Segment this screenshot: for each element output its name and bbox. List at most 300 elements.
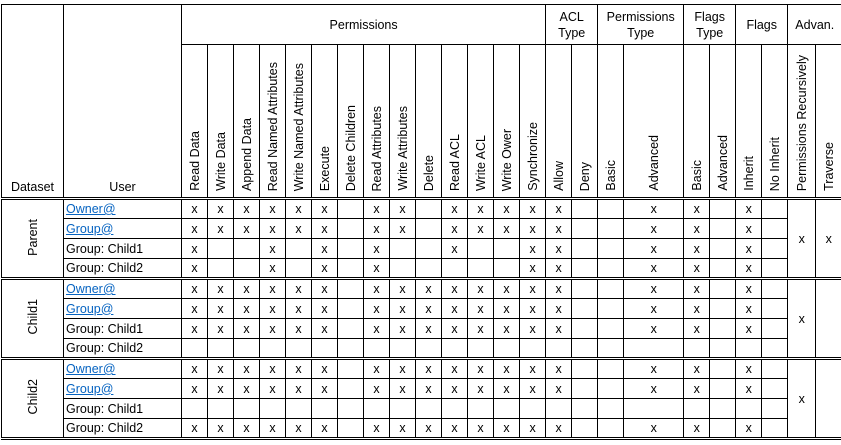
col-header-label: Advanced: [715, 135, 730, 191]
cell-flags-type-advanced: [710, 279, 736, 299]
cell-permissions-write-named-attributes: x: [286, 319, 312, 339]
cell-permissions-synchronize: x: [520, 219, 546, 239]
cell-acl-type-allow: [546, 339, 572, 359]
user-cell: [64, 339, 182, 359]
cell-flags-type-advanced: [710, 419, 736, 439]
cell-permissions-read-acl: x: [442, 199, 468, 219]
col-header-label: Read Named Attributes: [265, 61, 280, 191]
cell-permissions-type-advanced: [624, 339, 684, 359]
cell-flags-no-inherit: [762, 299, 788, 319]
cell-acl-type-deny: [572, 339, 598, 359]
cell-acl-type-allow: x: [546, 279, 572, 299]
cell-flags-inherit: [736, 339, 762, 359]
user-cell[interactable]: [64, 299, 182, 319]
cell-permissions-delete-children: [338, 299, 364, 319]
cell-permissions-delete: x: [416, 419, 442, 439]
col-header-label: Write Named Attributes: [291, 62, 306, 191]
cell-permissions-read-named-attributes: x: [260, 199, 286, 219]
col-header-label: Permissions Recursively: [794, 54, 809, 191]
col-header-permissions-read-acl: [442, 45, 468, 199]
cell-permissions-write-named-attributes: [286, 339, 312, 359]
cell-permissions-type-advanced: x: [624, 279, 684, 299]
cell-permissions-read-data: x: [182, 419, 208, 439]
cell-permissions-read-named-attributes: x: [260, 419, 286, 439]
cell-permissions-synchronize: x: [520, 239, 546, 259]
cell-permissions-write-ower: x: [494, 419, 520, 439]
cell-permissions-write-attributes: x: [390, 419, 416, 439]
cell-permissions-read-attributes: x: [364, 359, 390, 379]
col-header-advan-traverse: [816, 45, 841, 199]
cell-flags-type-basic: x: [684, 379, 710, 399]
cell-permissions-append-data: x: [234, 379, 260, 399]
col-header-label: Delete Children: [343, 104, 358, 191]
cell-permissions-read-data: x: [182, 279, 208, 299]
cell-permissions-type-basic: [598, 219, 624, 239]
dataset-label: Child2: [25, 379, 40, 415]
col-header-permissions-write-data: [208, 45, 234, 199]
user-cell[interactable]: [64, 279, 182, 299]
cell-permissions-write-attributes: [390, 339, 416, 359]
cell-permissions-read-named-attributes: x: [260, 239, 286, 259]
cell-flags-no-inherit: [762, 259, 788, 279]
col-header-label: Advanced: [646, 135, 661, 191]
cell-permissions-write-named-attributes: x: [286, 279, 312, 299]
cell-flags-type-advanced: [710, 219, 736, 239]
cell-permissions-write-acl: x: [468, 379, 494, 399]
cell-permissions-write-ower: x: [494, 359, 520, 379]
cell-permissions-delete: x: [416, 319, 442, 339]
cell-permissions-read-attributes: x: [364, 279, 390, 299]
dataset-header: Dataset: [2, 5, 64, 199]
cell-permissions-type-basic: [598, 399, 624, 419]
cell-permissions-execute: [312, 339, 338, 359]
user-cell[interactable]: [64, 219, 182, 239]
user-label: Group: Child1: [66, 401, 144, 416]
cell-flags-inherit: x: [736, 279, 762, 299]
cell-permissions-delete: [416, 199, 442, 219]
col-header-permissions-read-data: [182, 45, 208, 199]
cell-acl-type-allow: x: [546, 299, 572, 319]
cell-permissions-type-basic: [598, 419, 624, 439]
col-header-flags-inherit: [736, 45, 762, 199]
cell-flags-no-inherit: [762, 279, 788, 299]
cell-permissions-type-advanced: x: [624, 219, 684, 239]
cell-permissions-execute: x: [312, 379, 338, 399]
user-link-owner[interactable]: Owner@: [66, 202, 116, 216]
cell-permissions-delete-children: [338, 399, 364, 419]
user-cell[interactable]: [64, 199, 182, 219]
user-cell[interactable]: [64, 359, 182, 379]
cell-permissions-read-attributes: x: [364, 199, 390, 219]
cell-permissions-type-advanced: x: [624, 199, 684, 219]
cell-permissions-write-ower: [494, 339, 520, 359]
cell-permissions-synchronize: x: [520, 299, 546, 319]
col-header-permissions-delete-children: [338, 45, 364, 199]
cell-acl-type-allow: x: [546, 319, 572, 339]
cell-permissions-read-named-attributes: x: [260, 219, 286, 239]
cell-flags-type-basic: x: [684, 219, 710, 239]
cell-permissions-synchronize: x: [520, 279, 546, 299]
cell-permissions-execute: x: [312, 259, 338, 279]
cell-permissions-write-named-attributes: [286, 399, 312, 419]
cell-permissions-write-ower: x: [494, 199, 520, 219]
cell-permissions-read-attributes: x: [364, 319, 390, 339]
cell-permissions-type-advanced: x: [624, 239, 684, 259]
col-header-label: Basic: [603, 160, 618, 191]
cell-permissions-read-acl: [442, 259, 468, 279]
cell-permissions-read-data: x: [182, 379, 208, 399]
cell-permissions-write-acl: [468, 239, 494, 259]
cell-permissions-write-acl: x: [468, 359, 494, 379]
cell-permissions-write-data: [208, 339, 234, 359]
cell-permissions-execute: x: [312, 299, 338, 319]
cell-permissions-delete: x: [416, 299, 442, 319]
user-label: Group: Child2: [66, 341, 144, 355]
cell-permissions-synchronize: x: [520, 319, 546, 339]
cell-permissions-write-ower: x: [494, 379, 520, 399]
cell-permissions-write-named-attributes: x: [286, 199, 312, 219]
cell-acl-type-deny: [572, 379, 598, 399]
cell-permissions-write-named-attributes: x: [286, 299, 312, 319]
cell-permissions-delete-children: [338, 279, 364, 299]
user-link-group[interactable]: Group@: [66, 221, 114, 236]
cell-flags-no-inherit: [762, 239, 788, 259]
user-link-group[interactable]: Group@: [66, 301, 114, 316]
cell-permissions-write-ower: [494, 399, 520, 419]
dataset-label: Child1: [25, 299, 40, 335]
cell-permissions-write-named-attributes: x: [286, 379, 312, 399]
cell-flags-type-basic: x: [684, 319, 710, 339]
cell-acl-type-deny: [572, 199, 598, 219]
col-header-label: No Inherit: [767, 136, 782, 191]
advan-cell-advan-traverse: x: [816, 199, 841, 279]
cell-permissions-read-data: [182, 339, 208, 359]
cell-acl-type-allow: x: [546, 239, 572, 259]
cell-flags-type-advanced: [710, 339, 736, 359]
cell-permissions-append-data: x: [234, 279, 260, 299]
table-row: [2, 239, 841, 259]
col-header-permissions-write-acl: [468, 45, 494, 199]
cell-permissions-append-data: x: [234, 219, 260, 239]
dataset-cell-child1: [2, 279, 64, 359]
permissions-table: [1, 4, 841, 440]
cell-permissions-delete-children: [338, 379, 364, 399]
cell-permissions-append-data: x: [234, 199, 260, 219]
cell-permissions-type-advanced: x: [624, 299, 684, 319]
cell-permissions-type-advanced: x: [624, 359, 684, 379]
col-header-permissions-read-named-attributes: [260, 45, 286, 199]
cell-acl-type-deny: [572, 219, 598, 239]
cell-flags-type-basic: x: [684, 299, 710, 319]
col-header-label: Write Attributes: [395, 106, 410, 191]
user-cell: [64, 259, 182, 279]
dataset-cell-child2: [2, 359, 64, 439]
user-cell: [64, 319, 182, 339]
cell-permissions-write-ower: x: [494, 279, 520, 299]
cell-permissions-write-data: x: [208, 319, 234, 339]
cell-permissions-read-attributes: x: [364, 259, 390, 279]
cell-permissions-write-data: [208, 259, 234, 279]
col-header-permissions-delete: [416, 45, 442, 199]
cell-permissions-write-attributes: x: [390, 379, 416, 399]
cell-permissions-write-attributes: x: [390, 359, 416, 379]
cell-permissions-synchronize: x: [520, 359, 546, 379]
col-header-label: Write Data: [213, 132, 228, 191]
cell-permissions-read-attributes: [364, 339, 390, 359]
cell-flags-inherit: x: [736, 359, 762, 379]
cell-acl-type-deny: [572, 319, 598, 339]
table-row: [2, 319, 841, 339]
cell-flags-type-basic: x: [684, 419, 710, 439]
cell-permissions-delete-children: [338, 219, 364, 239]
cell-permissions-write-ower: x: [494, 219, 520, 239]
cell-permissions-execute: x: [312, 419, 338, 439]
cell-flags-no-inherit: [762, 319, 788, 339]
cell-permissions-append-data: x: [234, 419, 260, 439]
cell-permissions-write-named-attributes: [286, 239, 312, 259]
cell-flags-inherit: x: [736, 219, 762, 239]
col-header-label: Execute: [317, 145, 332, 191]
cell-permissions-write-data: [208, 399, 234, 419]
cell-permissions-read-data: x: [182, 239, 208, 259]
dataset-label: Parent: [25, 218, 40, 256]
cell-permissions-write-attributes: x: [390, 279, 416, 299]
col-header-flags-type-basic: [684, 45, 710, 199]
col-header-acl-type-deny: [572, 45, 598, 199]
cell-permissions-read-data: x: [182, 299, 208, 319]
cell-permissions-append-data: [234, 399, 260, 419]
cell-permissions-delete: x: [416, 279, 442, 299]
cell-flags-no-inherit: [762, 359, 788, 379]
cell-permissions-type-basic: [598, 239, 624, 259]
cell-acl-type-allow: x: [546, 219, 572, 239]
cell-permissions-read-data: x: [182, 219, 208, 239]
cell-permissions-write-attributes: x: [390, 199, 416, 219]
cell-permissions-delete: [416, 259, 442, 279]
cell-permissions-read-acl: [442, 339, 468, 359]
advan-cell-advan-traverse: [816, 279, 841, 359]
cell-flags-type-basic: x: [684, 199, 710, 219]
cell-permissions-write-data: x: [208, 379, 234, 399]
user-label: Group: Child2: [66, 421, 144, 435]
cell-permissions-read-named-attributes: x: [260, 279, 286, 299]
cell-permissions-read-data: x: [182, 359, 208, 379]
cell-flags-inherit: [736, 399, 762, 419]
cell-permissions-delete-children: [338, 199, 364, 219]
cell-permissions-write-ower: x: [494, 319, 520, 339]
cell-permissions-read-data: [182, 399, 208, 419]
col-header-permissions-execute: [312, 45, 338, 199]
cell-permissions-write-acl: x: [468, 199, 494, 219]
table-row: [2, 279, 841, 299]
table-row: [2, 339, 841, 359]
cell-flags-type-basic: [684, 339, 710, 359]
cell-acl-type-deny: [572, 399, 598, 419]
cell-permissions-synchronize: x: [520, 259, 546, 279]
cell-permissions-read-named-attributes: x: [260, 259, 286, 279]
cell-flags-no-inherit: [762, 379, 788, 399]
cell-permissions-synchronize: x: [520, 199, 546, 219]
table-row: [2, 219, 841, 239]
col-header-label: Read Data: [187, 131, 202, 191]
user-link-owner[interactable]: Owner@: [66, 362, 116, 376]
cell-permissions-read-data: x: [182, 319, 208, 339]
table-row: [2, 379, 841, 399]
cell-permissions-read-data: x: [182, 199, 208, 219]
cell-permissions-delete-children: [338, 339, 364, 359]
col-header-flags-no-inherit: [762, 45, 788, 199]
col-header-advan-permissions-recursively: [788, 45, 816, 199]
col-header-permissions-write-ower: [494, 45, 520, 199]
advan-cell-advan-permissions-recursively: x: [788, 359, 816, 439]
cell-acl-type-allow: x: [546, 379, 572, 399]
cell-permissions-type-basic: [598, 299, 624, 319]
col-header-permissions-type-basic: [598, 45, 624, 199]
permissions-type-group-header: Permissions Type: [598, 5, 684, 45]
cell-permissions-write-attributes: x: [390, 299, 416, 319]
cell-permissions-read-named-attributes: x: [260, 299, 286, 319]
cell-permissions-execute: x: [312, 239, 338, 259]
cell-permissions-write-data: x: [208, 299, 234, 319]
cell-permissions-write-data: x: [208, 219, 234, 239]
cell-permissions-type-basic: [598, 379, 624, 399]
user-label: Group: Child1: [66, 241, 144, 256]
flags-type-group-header: Flags Type: [684, 5, 736, 45]
cell-permissions-type-advanced: x: [624, 259, 684, 279]
dataset-cell-parent: [2, 199, 64, 279]
cell-permissions-read-acl: x: [442, 299, 468, 319]
cell-flags-type-basic: x: [684, 279, 710, 299]
cell-permissions-write-ower: [494, 259, 520, 279]
cell-permissions-read-acl: x: [442, 359, 468, 379]
col-header-label: Read Attributes: [369, 105, 384, 191]
cell-permissions-read-data: x: [182, 259, 208, 279]
cell-permissions-write-named-attributes: [286, 259, 312, 279]
advan-cell-advan-traverse: [816, 359, 841, 439]
col-header-permissions-write-named-attributes: [286, 45, 312, 199]
cell-permissions-read-named-attributes: x: [260, 359, 286, 379]
cell-permissions-execute: x: [312, 199, 338, 219]
cell-permissions-write-acl: [468, 339, 494, 359]
cell-flags-type-basic: x: [684, 239, 710, 259]
cell-flags-type-advanced: [710, 319, 736, 339]
table-row: [2, 359, 841, 379]
cell-permissions-delete: [416, 239, 442, 259]
cell-permissions-type-basic: [598, 259, 624, 279]
table-row: [2, 259, 841, 279]
cell-flags-type-advanced: [710, 399, 736, 419]
cell-permissions-read-acl: x: [442, 319, 468, 339]
user-cell: [64, 419, 182, 439]
col-header-permissions-read-attributes: [364, 45, 390, 199]
cell-permissions-type-advanced: x: [624, 379, 684, 399]
cell-flags-type-basic: x: [684, 259, 710, 279]
cell-permissions-write-attributes: x: [390, 319, 416, 339]
cell-permissions-read-attributes: x: [364, 419, 390, 439]
cell-permissions-write-named-attributes: x: [286, 419, 312, 439]
cell-permissions-read-acl: x: [442, 219, 468, 239]
col-header-label: Append Data: [239, 118, 254, 191]
cell-permissions-read-attributes: x: [364, 299, 390, 319]
cell-flags-inherit: x: [736, 199, 762, 219]
cell-permissions-read-attributes: x: [364, 219, 390, 239]
cell-permissions-read-attributes: x: [364, 379, 390, 399]
user-link-owner[interactable]: Owner@: [66, 282, 116, 296]
cell-acl-type-deny: [572, 419, 598, 439]
cell-permissions-synchronize: x: [520, 419, 546, 439]
cell-permissions-write-acl: x: [468, 319, 494, 339]
col-header-flags-type-advanced: [710, 45, 736, 199]
cell-permissions-write-named-attributes: x: [286, 219, 312, 239]
cell-flags-type-advanced: [710, 359, 736, 379]
cell-flags-no-inherit: [762, 219, 788, 239]
cell-permissions-type-basic: [598, 319, 624, 339]
cell-permissions-read-acl: x: [442, 279, 468, 299]
flags-group-header: Flags: [736, 5, 788, 45]
cell-flags-type-basic: x: [684, 359, 710, 379]
cell-permissions-read-acl: x: [442, 239, 468, 259]
cell-permissions-write-acl: x: [468, 279, 494, 299]
cell-permissions-append-data: [234, 339, 260, 359]
cell-flags-type-advanced: [710, 299, 736, 319]
cell-flags-inherit: x: [736, 319, 762, 339]
table-row: [2, 299, 841, 319]
user-cell[interactable]: [64, 379, 182, 399]
cell-permissions-write-data: x: [208, 419, 234, 439]
cell-permissions-write-acl: [468, 399, 494, 419]
cell-permissions-write-attributes: [390, 399, 416, 419]
cell-acl-type-allow: x: [546, 419, 572, 439]
cell-permissions-execute: x: [312, 219, 338, 239]
cell-permissions-delete-children: [338, 359, 364, 379]
cell-permissions-write-acl: x: [468, 419, 494, 439]
col-header-label: Write Ower: [499, 128, 514, 191]
user-cell: [64, 239, 182, 259]
col-header-label: Write ACL: [473, 134, 488, 191]
cell-flags-type-basic: [684, 399, 710, 419]
cell-acl-type-deny: [572, 239, 598, 259]
cell-permissions-write-attributes: [390, 259, 416, 279]
cell-permissions-read-named-attributes: [260, 399, 286, 419]
col-header-label: Read ACL: [447, 134, 462, 191]
user-header: User: [64, 5, 182, 199]
cell-acl-type-allow: x: [546, 359, 572, 379]
cell-acl-type-allow: x: [546, 259, 572, 279]
user-link-group[interactable]: Group@: [66, 381, 114, 396]
cell-flags-type-advanced: [710, 379, 736, 399]
cell-flags-inherit: x: [736, 299, 762, 319]
cell-permissions-write-acl: x: [468, 299, 494, 319]
cell-permissions-write-data: x: [208, 199, 234, 219]
cell-permissions-read-named-attributes: x: [260, 379, 286, 399]
user-label: Group: Child1: [66, 321, 144, 336]
table-row: [2, 419, 841, 439]
cell-acl-type-allow: [546, 399, 572, 419]
col-header-permissions-append-data: [234, 45, 260, 199]
cell-permissions-delete-children: [338, 419, 364, 439]
cell-acl-type-deny: [572, 279, 598, 299]
cell-permissions-write-attributes: x: [390, 219, 416, 239]
col-header-label: Synchronize: [525, 122, 540, 191]
cell-flags-inherit: x: [736, 259, 762, 279]
col-header-label: Basic: [689, 160, 704, 191]
advan-cell-advan-permissions-recursively: x: [788, 199, 816, 279]
col-header-label: Deny: [577, 161, 592, 191]
cell-permissions-write-data: x: [208, 279, 234, 299]
cell-permissions-delete-children: [338, 319, 364, 339]
cell-permissions-type-basic: [598, 199, 624, 219]
permissions-group-header: Permissions: [182, 5, 546, 45]
